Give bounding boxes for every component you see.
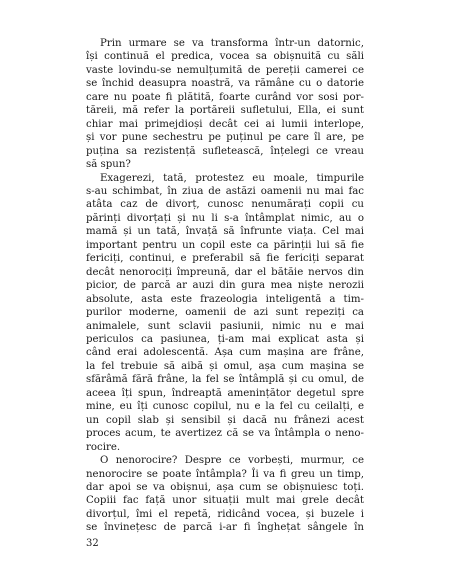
text-line: nenorocire se poate întâmpla? Îi va fi greu un timp,	[86, 468, 364, 480]
text-line: animalele, sunt sclavii pasiunii, nimic nu e mai	[86, 320, 364, 332]
text-line: aceea îți spun, îndreaptă amenințător degetul spre	[86, 387, 364, 399]
text-line: chiar mai primejdioși decât cei ai lumii interlope,	[86, 118, 364, 130]
text-line: mamă și un tată, învață să înfrunte viața. Cel mai	[86, 226, 364, 238]
text-line: se închid deasupra noastră, va rămâne cu o datorie	[86, 78, 364, 90]
text-line: își continuă el predica, vocea sa obișnuită cu săli	[86, 51, 364, 63]
text-line: purilor moderne, oamenii de azi sunt repeziți ca	[86, 307, 364, 319]
text-line: se învinețesc de parcă i-ar fi înghețat sângele în	[86, 522, 364, 534]
text-line: mine, eu îți cunosc copilul, nu e la fel cu ceilalți, e	[86, 401, 364, 413]
text-line: când erai adolescentă. Așa cum mașina are frâne,	[86, 347, 364, 359]
text-line: decât nenorociți împreună, dar el bătăie nervos din	[86, 266, 364, 278]
text-line: Copiii fac față unor situații mult mai grele decât	[86, 495, 364, 507]
page-number: 32	[86, 538, 99, 549]
text-line: un copil slab și sensibil și dacă nu frânezi acest	[86, 414, 364, 426]
text-line: s-au schimbat, în ziua de astăzi oamenii nu mai fac	[86, 185, 364, 197]
paragraph-3	[86, 454, 364, 535]
text-line: divorțul, îmi el repetă, ridicând vocea, și buzele i	[86, 508, 364, 520]
body-text	[86, 37, 364, 535]
text-line: care nu poate fi plătită, foarte curând vor sosi por-	[86, 91, 364, 103]
text-line: sfărâmă fără frâne, la fel se întâmplă și cu omul, de	[86, 374, 364, 386]
paragraph-1	[86, 37, 364, 172]
text-line: părinți divorțați și nu li s-a întâmplat nimic, au o	[86, 212, 364, 224]
text-line: important pentru un copil este ca părinții lui să fie	[86, 239, 364, 251]
paragraph-2	[86, 172, 364, 455]
text-line: vaste lovindu-se nemulțumită de pereții camerei ce	[86, 64, 364, 76]
text-line: la fel trebuie să aibă și omul, așa cum mașina se	[86, 360, 364, 372]
text-line: Prin urmare se va transforma într-un datornic,	[100, 38, 364, 49]
text-line: O nenorocire? Despre ce vorbești, murmur, ce	[100, 455, 364, 467]
text-line: atâta caz de divorț, cunosc nenumărați copii cu	[86, 199, 364, 211]
text-line: absolute, asta este frazeologia inteligentă a tim-	[86, 293, 364, 305]
text-line: puțina sa rezistență sufletească, înțelegi ce vreau	[86, 145, 364, 157]
text-line: Exagerezi, tată, protestez eu moale, timpurile	[100, 172, 364, 184]
text-line: să spun?	[86, 159, 131, 171]
text-line: fericiți, continui, e preferabil să fie fericiți separat	[86, 253, 364, 265]
text-line: proces acum, te avertizez că se va întâmpla o neno-	[86, 428, 364, 440]
text-line: tăreii, mă refer la portăreii sufletului, Ella, ei sunt	[86, 105, 364, 117]
text-line: picior, de parcă ar auzi din gura mea niște nerozii	[86, 280, 364, 292]
text-line: rocire.	[86, 441, 121, 453]
text-line: și vor pune sechestru pe puținul pe care îl are, pe	[86, 132, 364, 144]
text-line: periculos ca pasiunea, ți-am mai explicat asta și	[86, 333, 364, 345]
text-line: dar apoi se va obișnui, așa cum se obișnuiesc toți.	[86, 481, 364, 493]
